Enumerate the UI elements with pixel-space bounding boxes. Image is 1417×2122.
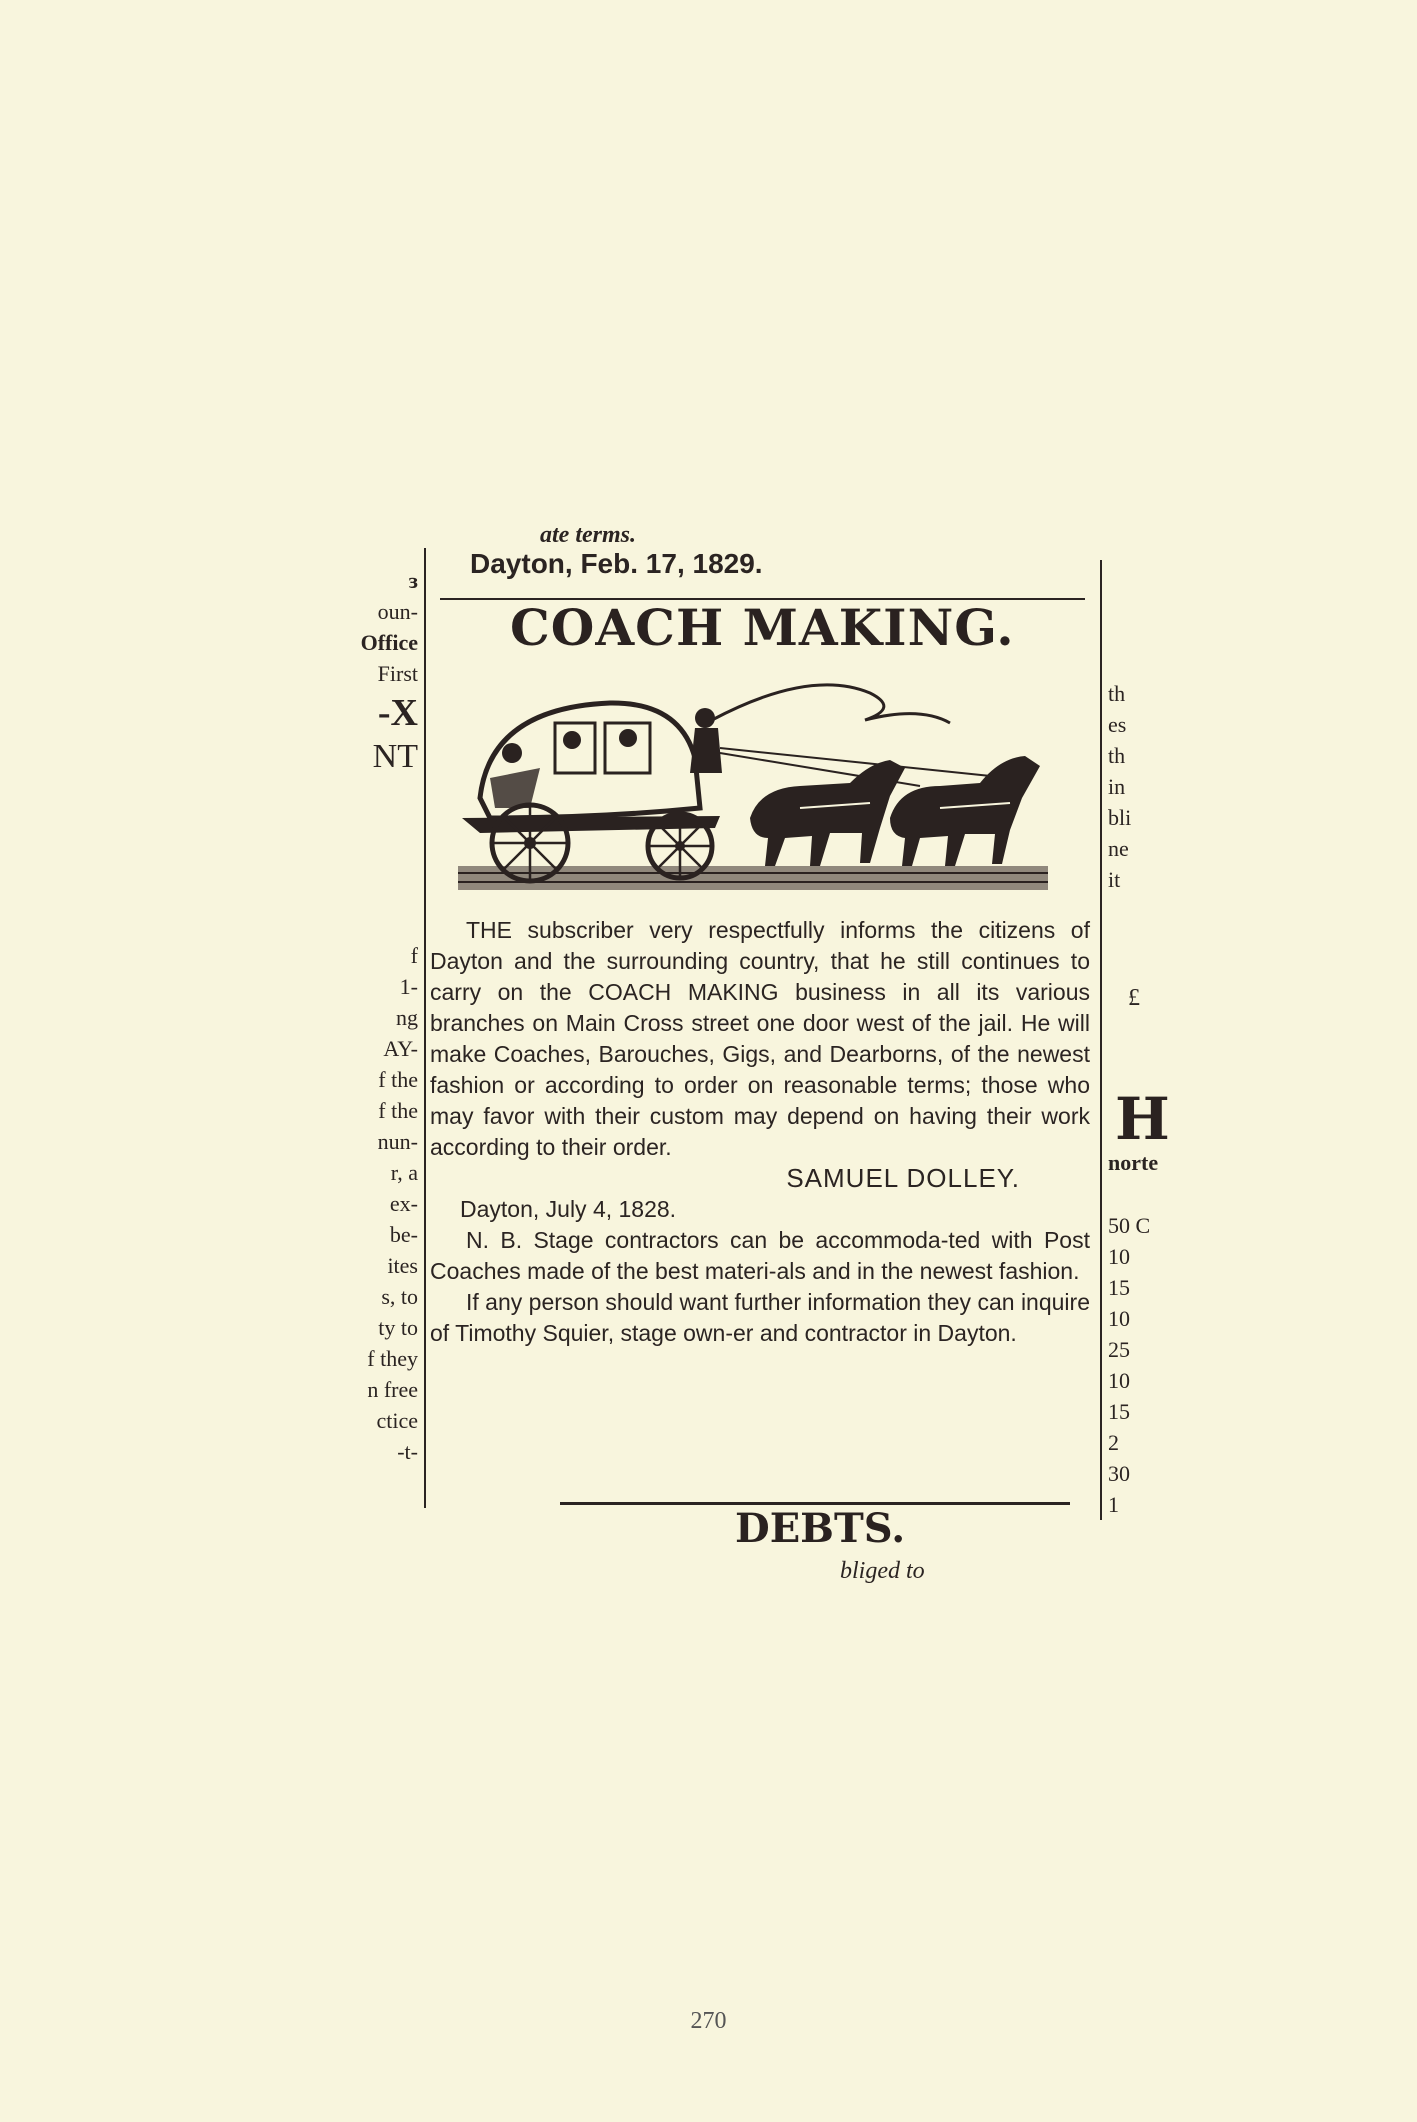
right-fragment: th <box>1108 681 1126 706</box>
right-column-numbers <box>1108 1210 1168 1520</box>
right-fragment: bli <box>1108 805 1132 830</box>
right-fragment: 30 <box>1108 1461 1130 1486</box>
left-fragment: ng <box>396 1005 418 1030</box>
next-subtext: bliged to <box>840 1558 925 1584</box>
left-fragment: ɜ <box>408 568 418 593</box>
right-fragment: 2 <box>1108 1430 1119 1455</box>
left-fragment: r, a <box>390 1160 418 1185</box>
right-fragment-north: norte <box>1108 1150 1159 1175</box>
dateline: Dayton, Feb. 17, 1829. <box>470 548 763 579</box>
right-column-top <box>1108 678 1168 895</box>
headline: COACH MAKING. <box>510 598 1015 657</box>
advertisement-body <box>430 915 1090 1349</box>
right-fragment: 50 C <box>1108 1213 1151 1238</box>
left-fragment: AY- <box>383 1036 418 1061</box>
left-fragment: First <box>377 661 418 686</box>
left-fragment: be- <box>389 1222 418 1247</box>
left-fragment: 1- <box>399 974 418 999</box>
paragraph: THE subscriber very respectfully informs the citizens of Dayton and the surrounding country, that he still continues to carry on the COACH MAKING business in all its various branches on Main Cross street one door west of the jail. He will make Coaches, Barouches, Gigs, and Dearborns, of the newest fashion or according to order on reasonable terms; those who may favor with their custom may depend on having their work according to their order. <box>430 917 1090 1160</box>
left-fragment: ex- <box>389 1191 418 1216</box>
left-fragment: n free <box>367 1377 418 1402</box>
right-fragment: es <box>1108 712 1127 737</box>
stagecoach-illustration <box>450 668 1060 908</box>
signature: SAMUEL DOLLEY. <box>786 1163 1020 1193</box>
right-fragment: 1 <box>1108 1492 1119 1517</box>
right-fragment-pound: £ <box>1128 985 1140 1011</box>
left-column-top <box>340 565 418 777</box>
left-fragment: f the <box>378 1098 418 1123</box>
right-fragment: it <box>1108 867 1121 892</box>
right-fragment: 25 <box>1108 1337 1130 1362</box>
top-fragment: ate terms. <box>540 522 636 548</box>
note-stage-contractors: N. B. Stage contractors can be accommoda-ted with Post Coaches made of the best materi-als and in the newest fashion. <box>430 1227 1090 1284</box>
left-fragment: Office <box>360 630 418 655</box>
left-fragment: oun- <box>377 599 418 624</box>
right-fragment: th <box>1108 743 1126 768</box>
page-number: 270 <box>690 2008 727 2034</box>
next-heading: DEBTS. <box>735 1505 906 1552</box>
right-fragment: in <box>1108 774 1126 799</box>
right-fragment: ne <box>1108 836 1129 861</box>
left-fragment: f <box>410 943 418 968</box>
left-column-bottom <box>340 940 418 1467</box>
left-fragment: s, to <box>381 1284 418 1309</box>
left-fragment: f they <box>367 1346 418 1371</box>
note-further-information: If any person should want further information they can inquire of Timothy Squier, stage own-er and contractor in Dayton. <box>430 1289 1090 1346</box>
right-fragment: 10 <box>1108 1306 1130 1331</box>
left-fragment: ites <box>387 1253 418 1278</box>
right-fragment: 15 <box>1108 1399 1130 1424</box>
left-fragment: NT <box>372 738 418 775</box>
right-fragment-big-h: H <box>1115 1085 1170 1153</box>
right-fragment: 10 <box>1108 1244 1130 1269</box>
left-fragment: ctice <box>376 1408 418 1433</box>
left-fragment: nun- <box>377 1129 418 1154</box>
left-fragment: f the <box>378 1067 418 1092</box>
left-fragment: -X <box>377 692 418 734</box>
right-fragment: 15 <box>1108 1275 1130 1300</box>
right-column-rule <box>1100 560 1102 1520</box>
left-fragment: -t- <box>397 1439 418 1464</box>
right-fragment: 10 <box>1108 1368 1130 1393</box>
left-fragment: ty to <box>378 1315 418 1340</box>
ad-date: Dayton, July 4, 1828. <box>460 1196 677 1222</box>
left-column-rule <box>424 548 426 1508</box>
